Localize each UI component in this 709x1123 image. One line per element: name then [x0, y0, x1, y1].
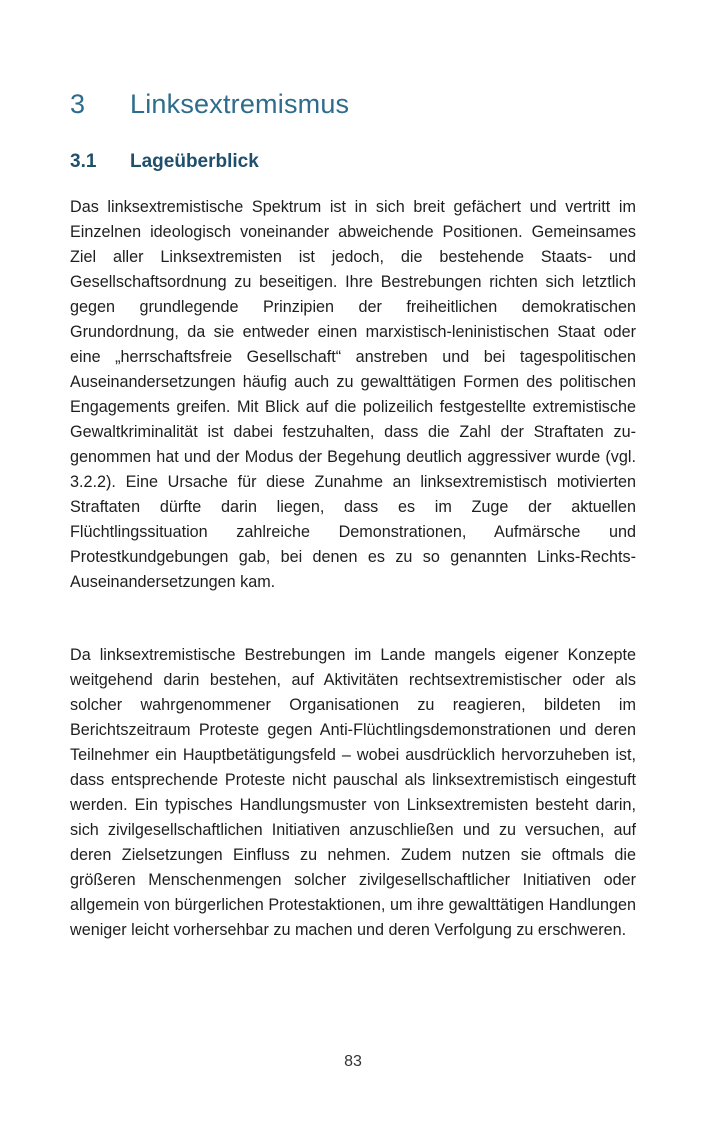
document-page	[70, 0, 636, 1123]
section-title: Lageüberblick	[130, 151, 259, 172]
body-paragraph-1: Das linksextremistische Spektrum ist in sich breit gefächert und vertritt im Einzelnen ideologisch voneinander abweichende Positionen. Gemeinsames Ziel aller Linksextremisten ist jedoch, die bestehende Staats- und Gesellschaftsordnung zu beseitigen. Ihre Bestrebungen richten sich letztlich gegen grundlegende Prinzipien der freiheitlichen demokratischen Grundordnung, da sie entweder einen marxistisch-leninistischen Staat oder eine „herrschaftsfreie Gesellschaft“ anstreben und bei tagespolitischen Auseinandersetzungen häufig auch zu gewalttätigen Formen des politischen Engagements greifen. Mit Blick auf die polizeilich festgestellte extremistische Gewaltkriminalität ist dabei festzuhalten, dass die Zahl der Straftaten zugenommen hat und der Modus der Begehung deutlich aggressiver wurde (vgl. 3.2.2). Eine Ursache für diese Zunahme an linksextremistisch motivierten Straftaten dürfte darin liegen, dass es im Zuge der aktuellen Flüchtlingssituation zahlreiche Demonstrationen, Aufmärsche und Protestkundgebungen gab, bei denen es zu so genannten Links-Rechts-Auseinandersetzungen kam.	[70, 198, 636, 591]
chapter-heading	[70, 84, 636, 124]
page-number: 83	[344, 1053, 362, 1070]
chapter-number: 3	[70, 89, 86, 119]
chapter-title: Linksextremismus	[130, 89, 350, 119]
section-number: 3.1	[70, 151, 97, 172]
body-paragraph-2: Da linksextremistische Bestrebungen im Lande mangels eigener Konzepte weitgehend darin bestehen, auf Aktivitäten rechtsextremistischer oder als solcher wahrgenommener Organisationen zu reagieren, bildeten im Berichtszeitraum Proteste gegen Anti-Flüchtlingsdemonstrationen und deren Teilnehmer ein Hauptbetätigungsfeld – wobei ausdrücklich hervorzuheben ist, dass entsprechende Proteste nicht pauschal als linksextremistisch eingestuft werden. Ein typisches Handlungsmuster von Linksextremisten besteht darin, sich zivilgesellschaftlichen Initiativen anzuschließen und zu versuchen, auf deren Zielsetzungen Einfluss zu nehmen. Zudem nutzen sie oftmals die größeren Menschenmengen solcher zivilgesellschaftlicher Initiativen oder allgemein von bürgerlichen Protestaktionen, um ihre gewalttätigen Handlungen weniger leicht vorhersehbar zu machen und deren Verfolgung zu erschweren.	[70, 646, 636, 939]
section-heading	[70, 147, 636, 177]
